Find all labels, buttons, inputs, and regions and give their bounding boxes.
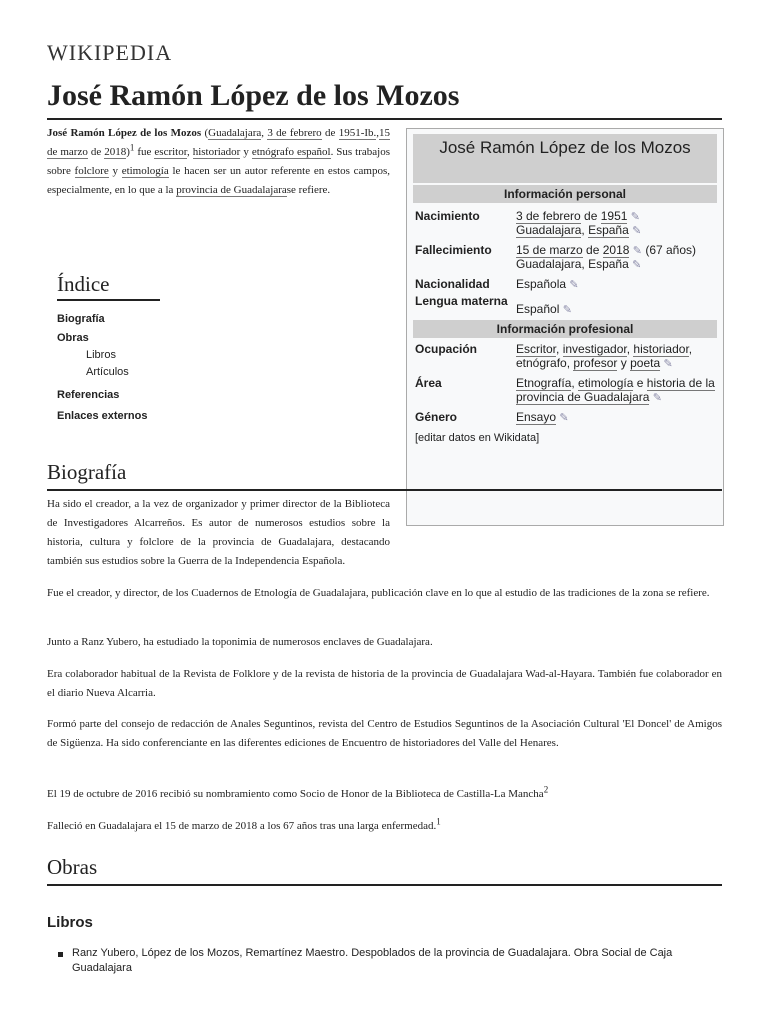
toc-title: Índice — [57, 272, 160, 301]
link-birth-place[interactable]: Guadalajara — [516, 223, 582, 237]
biografia-paragraph-4: Era colaborador habitual de la Revista de Folklore y de la revista de historia de la provincia de Guadalajara Wad-al-Hayara. También fue colaborador en el diario Nueva Alcarria. — [47, 668, 722, 699]
infobox-row-genero — [413, 410, 717, 424]
libros-list — [58, 946, 722, 976]
link-death-date[interactable]: 15 de marzo — [47, 127, 391, 158]
link-investigador[interactable]: investigador — [562, 342, 627, 356]
list-item: Ranz Yubero, López de los Mozos, Remartínez Maestro. Despoblados de la provincia de Guadalajara. Obra Social de Caja Guadalajara — [72, 947, 673, 974]
link-etimologia[interactable]: etimología — [121, 165, 169, 177]
link-death-year[interactable]: 2018 — [104, 146, 127, 158]
heading-obras: Obras — [47, 855, 722, 886]
biografia-text: El 19 de octubre de 2016 recibió su nombramiento como Socio de Honor de la Biblioteca de Castilla-La Mancha — [47, 788, 544, 800]
infobox-value: Escritor, investigador, historiador, etnógrafo, profesor y poeta ✎ — [516, 342, 693, 370]
biografia-paragraph-1: Ha sido el creador, a la vez de organizador y primer director de la Biblioteca de Investigadores Alcarreños. Es autor de numerosos estudios sobre la historia, cultura y folclore de la provincia de Guadalajara, destacando también sus estudios sobre la Guerra de la Independencia Española. — [47, 498, 390, 567]
edit-pencil-icon[interactable]: ✎ — [562, 304, 572, 316]
toc-item-biografia[interactable]: Biografía — [57, 313, 105, 325]
intro-text: ( — [204, 127, 209, 139]
link-poeta[interactable]: poeta — [630, 356, 661, 370]
link-birth-date[interactable]: 3 de febrero — [267, 127, 322, 139]
toc-item-obras[interactable]: Obras — [57, 332, 89, 344]
link-etnografo[interactable]: etnógrafo español — [251, 146, 331, 158]
intro-name: José Ramón López de los Mozos — [47, 127, 202, 139]
link-historiador[interactable]: historiador — [192, 146, 241, 158]
link-etimologia[interactable]: etimología — [578, 376, 634, 390]
heading-libros: Libros — [47, 914, 93, 931]
lengua-value: Español — [516, 302, 560, 316]
edit-pencil-icon[interactable]: ✎ — [652, 392, 662, 404]
infobox-value — [516, 410, 717, 424]
infobox-label: Nacionalidad — [415, 277, 490, 291]
wikipedia-logo[interactable]: WIKIPEDIA — [47, 40, 173, 65]
toc-item-articulos[interactable]: Artículos — [86, 366, 129, 378]
infobox-label: Fallecimiento — [415, 243, 492, 257]
infobox-section-profesional: Información profesional — [413, 320, 717, 338]
edit-pencil-icon[interactable]: ✎ — [632, 225, 642, 237]
ocupacion-value: etnógrafo — [516, 356, 567, 370]
link-birth-year[interactable]: 1951-Ib. — [338, 127, 377, 139]
link-birth-country[interactable]: España — [588, 223, 629, 237]
toc-item-referencias[interactable]: Referencias — [57, 389, 120, 401]
nacionalidad-value: Española — [516, 277, 567, 291]
infobox-row-nacionalidad — [413, 277, 717, 291]
biografia-paragraph-6 — [47, 785, 722, 804]
link-ensayo[interactable]: Ensayo — [516, 410, 557, 424]
toc-item-libros[interactable]: Libros — [86, 349, 116, 361]
ref-2[interactable]: 2 — [543, 784, 549, 795]
infobox-label: Nacimiento — [415, 209, 480, 223]
edit-pencil-icon[interactable]: ✎ — [632, 259, 642, 271]
bullet-icon — [58, 952, 63, 957]
biografia-paragraph-5: Formó parte del consejo de redacción de Anales Seguntinos, revista del Centro de Estudios Seguntinos de la Asociación Cultural 'El Doncel' de Amigos de Sigüenza. Ha sido conferenciante en las diferentes ediciones de Encuentro de historiadores del Valle del Henares. — [47, 718, 722, 749]
intro-text: le hacen ser un autor referente en estos campos, especialmente, en lo que a la — [47, 165, 391, 196]
link-etnografia[interactable]: Etnografía — [516, 376, 572, 390]
link-birth-year[interactable]: 1951 — [600, 209, 628, 223]
link-profesor[interactable]: profesor — [573, 356, 618, 370]
link-escritor[interactable]: escritor — [154, 146, 187, 158]
intro-text: fue — [137, 146, 152, 158]
link-place[interactable]: Guadalajara — [208, 127, 262, 139]
edit-pencil-icon[interactable]: ✎ — [569, 279, 579, 291]
ref-1[interactable]: 1 — [436, 816, 441, 827]
link-historiador[interactable]: historiador — [633, 342, 689, 356]
edit-pencil-icon[interactable]: ✎ — [559, 412, 569, 424]
infobox-value: Etnografía, etimología e historia de la provincia de Guadalajara ✎ — [516, 376, 715, 404]
infobox-label: Lengua materna — [415, 294, 508, 308]
infobox-label: Área — [415, 376, 442, 390]
intro-paragraph: José Ramón López de los Mozos (Guadalajara, 3 de febrero de 1951-Ib.,15 de marzo de 2018)$^1$ fue escritor, historiador y etnógrafo español. Sus trabajos sobre folclore y etimología le hacen ser un autor referente en estos campos, especialmente, en lo que a la provincia de Guadalajarase refiere. — [47, 127, 391, 196]
infobox-row-nacimiento — [413, 209, 717, 237]
biografia-paragraph-7 — [47, 817, 722, 836]
infobox-value: 3 de febrero de 1951 ✎ Guadalajara, España ✎ — [516, 209, 642, 237]
death-place: Guadalajara — [516, 257, 582, 271]
edit-pencil-icon[interactable]: ✎ — [632, 245, 642, 257]
infobox-value — [516, 294, 717, 316]
death-country: España — [588, 257, 629, 271]
biografia-paragraph-3: Junto a Ranz Yubero, ha estudiado la toponimia de numerosos enclaves de Guadalajara. — [47, 636, 433, 648]
intro-text: y — [112, 165, 118, 177]
infobox-row-ocupacion — [413, 342, 717, 370]
heading-biografia: Biografía — [47, 460, 722, 491]
edit-pencil-icon[interactable]: ✎ — [663, 358, 673, 370]
infobox-row-fallecimiento — [413, 243, 717, 271]
intro-text: . Sus trabajos sobre — [47, 146, 390, 177]
table-of-contents — [57, 272, 160, 427]
infobox-row-area — [413, 376, 717, 404]
infobox-value — [516, 277, 717, 291]
ref-1[interactable]: 1 — [129, 142, 135, 153]
edit-wikidata-link[interactable]: [editar datos en Wikidata] — [415, 432, 540, 444]
intro-text: se refiere. — [286, 184, 331, 196]
infobox-value: 15 de marzo de 2018 ✎ (67 años) Guadalajara, España ✎ — [516, 243, 697, 271]
edit-pencil-icon[interactable]: ✎ — [630, 211, 640, 223]
link-death-date[interactable]: 15 de marzo — [516, 243, 583, 257]
link-folclore[interactable]: folclore — [74, 165, 109, 177]
infobox-section-personal: Información personal — [413, 185, 717, 203]
toc-item-enlaces[interactable]: Enlaces externos — [57, 410, 148, 422]
infobox-title: José Ramón López de los Mozos — [413, 134, 717, 183]
infobox-label: Ocupación — [415, 342, 478, 356]
link-death-year[interactable]: 2018 — [602, 243, 630, 257]
biografia-text: Falleció en Guadalajara el 15 de marzo de 2018 a los 67 años tras una larga enfermedad. — [47, 820, 437, 832]
link-birth-date[interactable]: 3 de febrero — [516, 209, 581, 223]
link-historia-provincia[interactable]: historia de la provincia de Guadalajara — [516, 376, 715, 404]
infobox-label: Género — [415, 410, 458, 424]
infobox-row-lengua — [413, 294, 717, 316]
biografia-paragraph-2: Fue el creador, y director, de los Cuadernos de Etnología de Guadalajara, publicación clave en lo que al estudio de las tradiciones de la zona se refiere. — [47, 587, 710, 599]
link-provincia[interactable]: provincia de Guadalajara — [176, 184, 287, 196]
page-title: José Ramón López de los Mozos — [47, 78, 722, 120]
death-age: (67 años) — [645, 243, 697, 257]
link-escritor[interactable]: Escritor — [516, 342, 557, 356]
